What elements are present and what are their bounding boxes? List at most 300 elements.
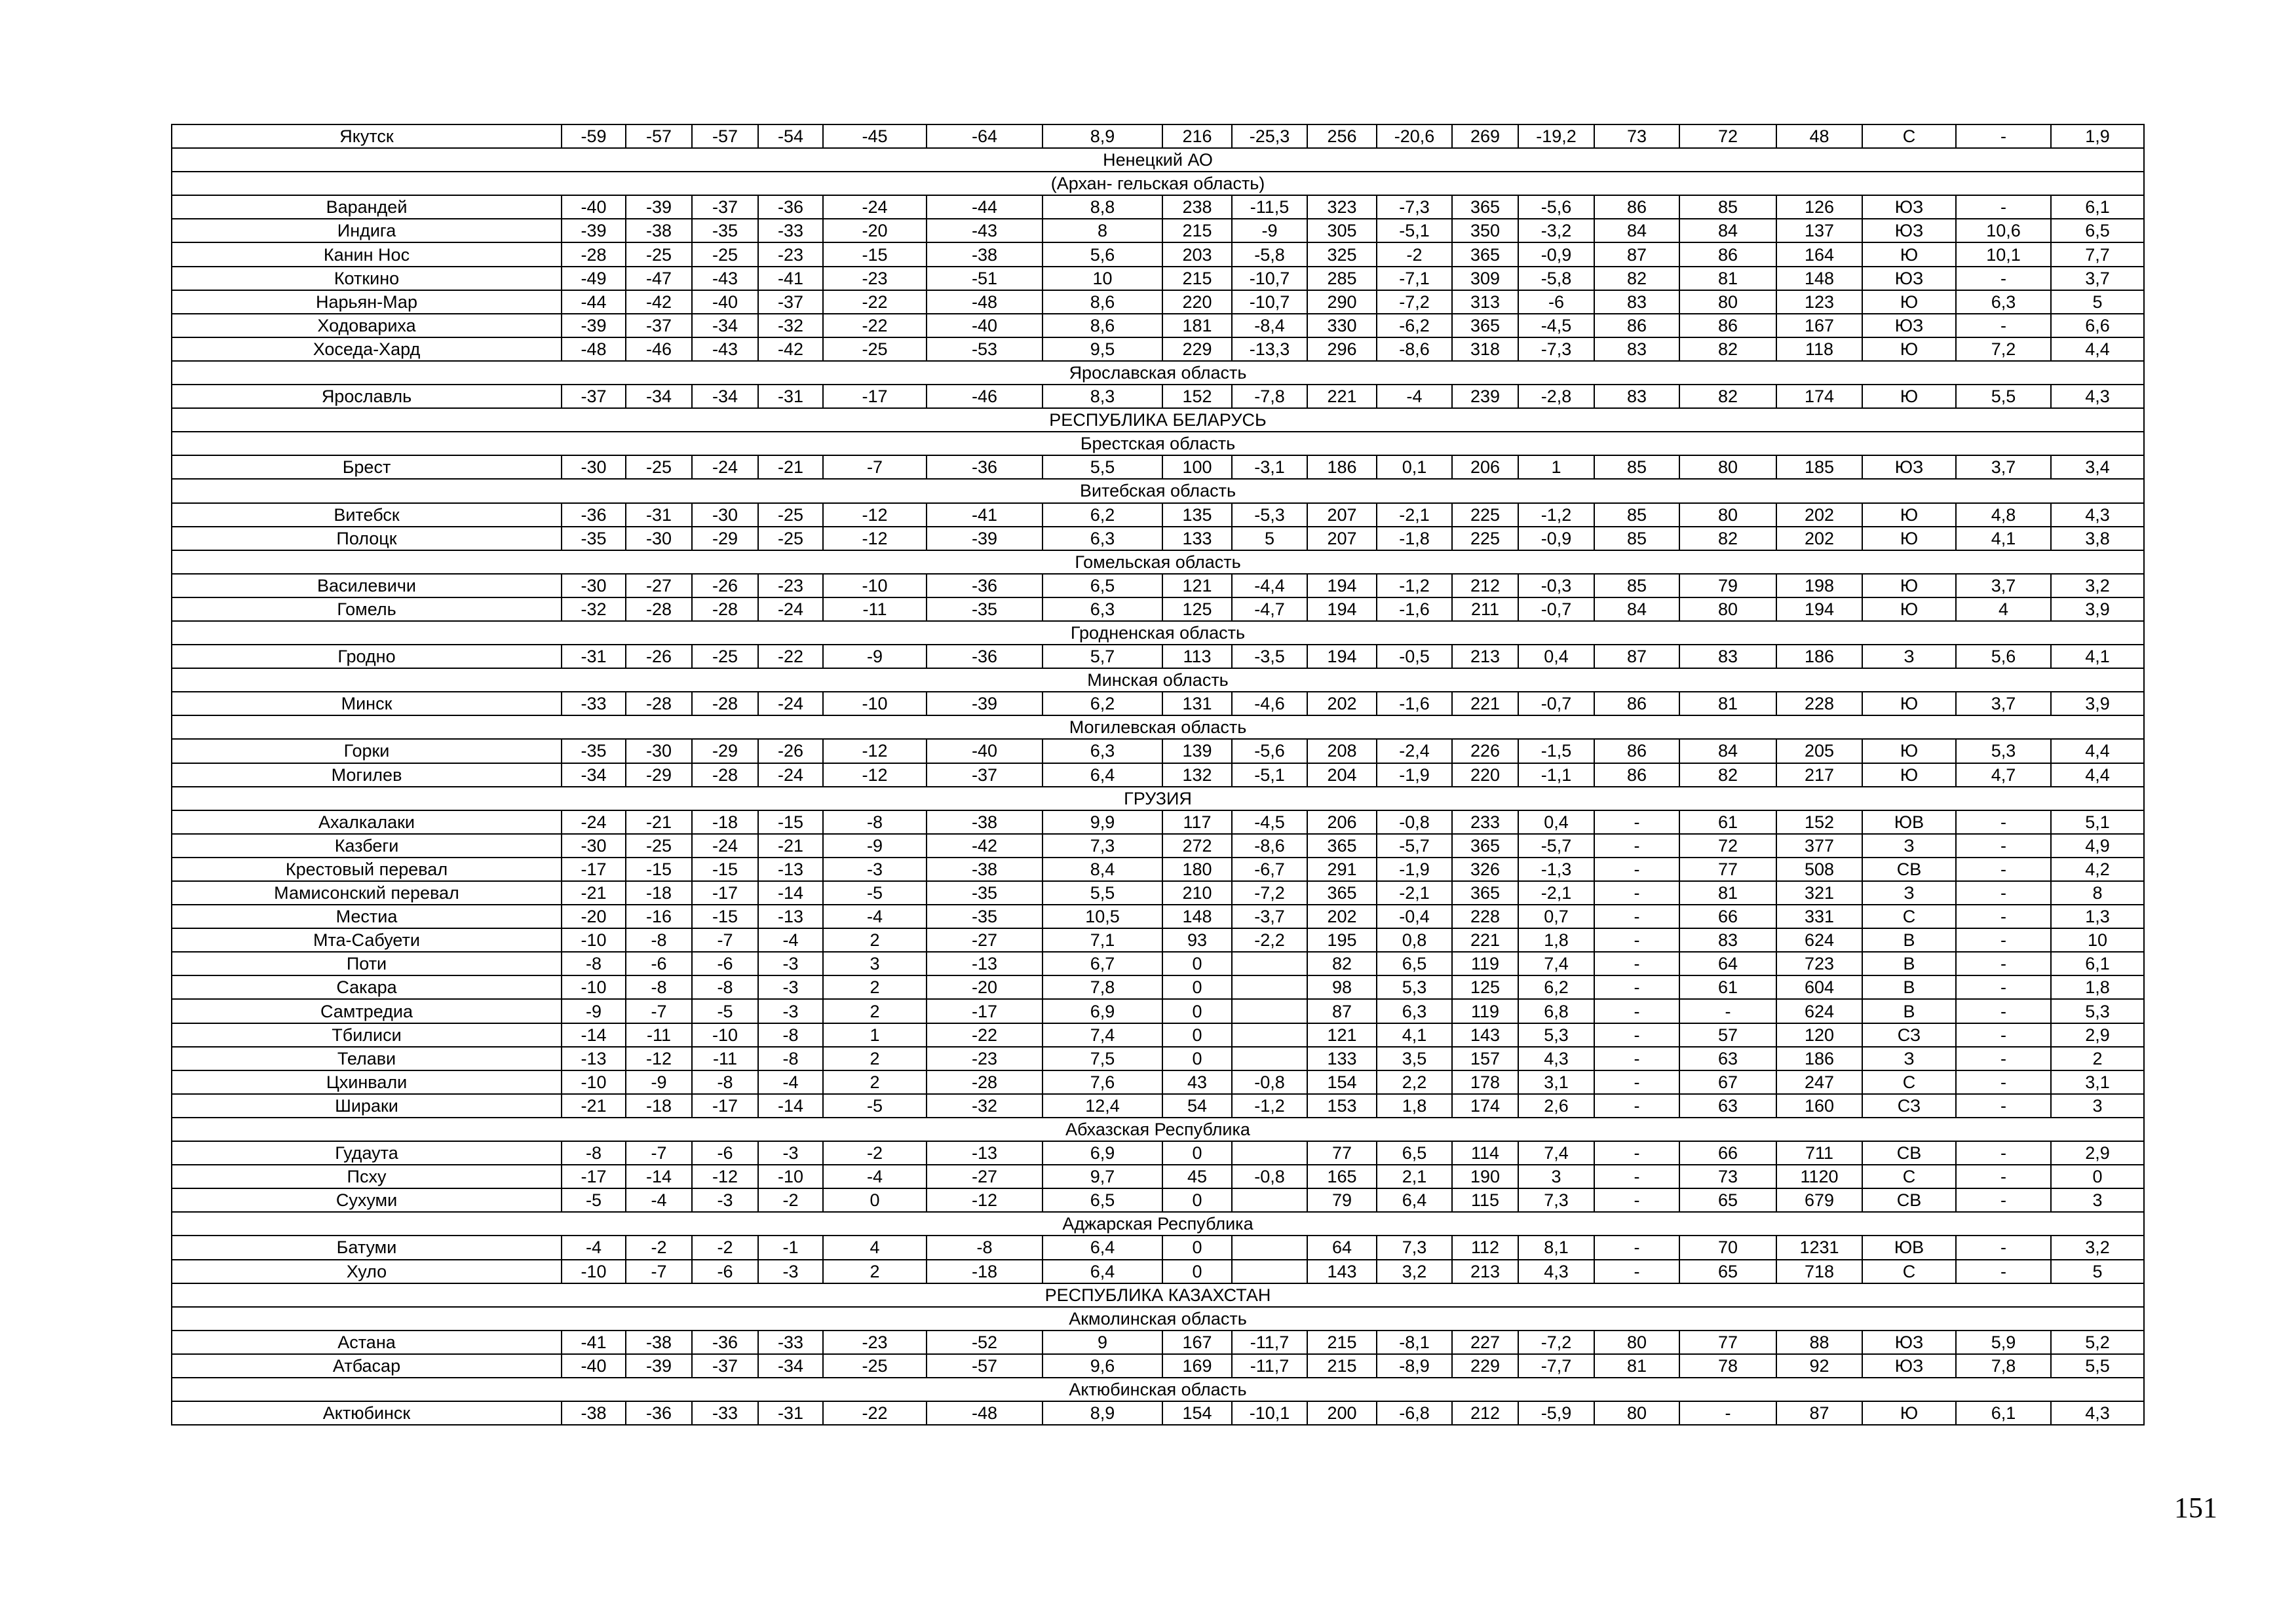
value-cell: -42	[626, 290, 692, 314]
value-cell	[1232, 1141, 1307, 1165]
value-cell: 119	[1452, 952, 1518, 975]
value-cell: -35	[927, 881, 1043, 905]
value-cell: 5,3	[2051, 999, 2144, 1023]
value-cell: 5,7	[1043, 645, 1162, 668]
station-name-cell: Брест	[172, 455, 562, 479]
value-cell: 125	[1162, 597, 1232, 621]
value-cell: -	[1956, 1047, 2051, 1070]
value-cell: -25	[626, 242, 692, 266]
value-cell: -9	[1232, 219, 1307, 242]
value-cell: -	[1679, 999, 1776, 1023]
table-row	[172, 1354, 2144, 1378]
section-header-row	[172, 1307, 2144, 1331]
value-cell: -16	[626, 905, 692, 928]
value-cell: -7,2	[1377, 290, 1452, 314]
value-cell: -38	[927, 810, 1043, 834]
value-cell: -31	[562, 645, 626, 668]
value-cell: 0	[1162, 1236, 1232, 1259]
value-cell: 7,8	[1043, 975, 1162, 999]
value-cell: -39	[626, 195, 692, 219]
value-cell: 5,1	[2051, 810, 2144, 834]
value-cell: 1231	[1776, 1236, 1862, 1259]
value-cell: 202	[1307, 905, 1377, 928]
value-cell: 211	[1452, 597, 1518, 621]
table-row	[172, 999, 2144, 1023]
value-cell: З	[1862, 834, 1956, 858]
value-cell: 4	[1956, 597, 2051, 621]
value-cell: 180	[1162, 858, 1232, 881]
section-header-row	[172, 361, 2144, 385]
value-cell: -7	[823, 455, 927, 479]
value-cell: -49	[562, 267, 626, 290]
section-header-row	[172, 1283, 2144, 1307]
value-cell: 10	[1043, 267, 1162, 290]
value-cell: 157	[1452, 1047, 1518, 1070]
value-cell: 92	[1776, 1354, 1862, 1378]
value-cell: 624	[1776, 999, 1862, 1023]
value-cell: -3,7	[1232, 905, 1307, 928]
value-cell: -28	[692, 692, 758, 715]
value-cell: -	[1594, 1260, 1679, 1283]
value-cell: -36	[758, 195, 823, 219]
value-cell: -41	[927, 503, 1043, 527]
value-cell: 291	[1307, 858, 1377, 881]
value-cell: -	[1594, 928, 1679, 952]
value-cell: 10,6	[1956, 219, 2051, 242]
value-cell: 80	[1679, 290, 1776, 314]
value-cell: -	[1594, 1070, 1679, 1094]
value-cell: 6,7	[1043, 952, 1162, 975]
value-cell: -	[1956, 881, 2051, 905]
value-cell: 131	[1162, 692, 1232, 715]
value-cell: -	[1956, 1094, 2051, 1118]
value-cell: -20	[562, 905, 626, 928]
value-cell: 174	[1776, 385, 1862, 408]
value-cell: 169	[1162, 1354, 1232, 1378]
value-cell: -33	[758, 219, 823, 242]
value-cell: 6,2	[1043, 692, 1162, 715]
value-cell: -5	[823, 881, 927, 905]
value-cell: -	[1594, 810, 1679, 834]
value-cell: 3,9	[2051, 692, 2144, 715]
value-cell: 132	[1162, 763, 1232, 787]
table-row	[172, 455, 2144, 479]
section-header: ГРУЗИЯ	[172, 787, 2144, 810]
value-cell: -21	[626, 810, 692, 834]
value-cell: -	[1956, 1260, 2051, 1283]
value-cell: -1,6	[1377, 692, 1452, 715]
value-cell: Ю	[1862, 290, 1956, 314]
value-cell: 181	[1162, 314, 1232, 337]
value-cell: -42	[927, 834, 1043, 858]
value-cell: 82	[1679, 763, 1776, 787]
station-name-cell: Варандей	[172, 195, 562, 219]
section-header-row	[172, 408, 2144, 432]
value-cell: 212	[1452, 1401, 1518, 1425]
value-cell: 6,2	[1043, 503, 1162, 527]
value-cell: -7,8	[1232, 385, 1307, 408]
value-cell: 6,4	[1043, 763, 1162, 787]
value-cell: -33	[692, 1401, 758, 1425]
value-cell: В	[1862, 999, 1956, 1023]
value-cell: 5,5	[1043, 881, 1162, 905]
value-cell: СВ	[1862, 1188, 1956, 1212]
value-cell: 121	[1307, 1023, 1377, 1047]
value-cell: 7,6	[1043, 1070, 1162, 1094]
value-cell: 7,3	[1377, 1236, 1452, 1259]
station-name-cell: Полоцк	[172, 527, 562, 550]
value-cell: -34	[562, 763, 626, 787]
station-name-cell: Казбеги	[172, 834, 562, 858]
value-cell: 212	[1452, 574, 1518, 597]
value-cell: 205	[1776, 739, 1862, 763]
value-cell: 305	[1307, 219, 1377, 242]
station-name-cell: Цхинвали	[172, 1070, 562, 1094]
value-cell: -4	[626, 1188, 692, 1212]
value-cell: 137	[1776, 219, 1862, 242]
value-cell: 73	[1679, 1165, 1776, 1188]
value-cell: 81	[1679, 692, 1776, 715]
value-cell: -8,6	[1232, 834, 1307, 858]
value-cell: 4,7	[1956, 763, 2051, 787]
value-cell: 6,1	[1956, 1401, 2051, 1425]
value-cell: -29	[692, 739, 758, 763]
value-cell	[1232, 975, 1307, 999]
table-row	[172, 1141, 2144, 1165]
value-cell: 0,4	[1518, 645, 1594, 668]
value-cell: -0,8	[1377, 810, 1452, 834]
value-cell: 57	[1679, 1023, 1776, 1047]
value-cell: -39	[626, 1354, 692, 1378]
value-cell: 0,7	[1518, 905, 1594, 928]
value-cell: 604	[1776, 975, 1862, 999]
value-cell: -45	[823, 124, 927, 148]
value-cell: -47	[626, 267, 692, 290]
value-cell: 4,3	[2051, 385, 2144, 408]
value-cell: 6,5	[1043, 574, 1162, 597]
value-cell: 7,7	[2051, 242, 2144, 266]
table-row	[172, 1260, 2144, 1283]
value-cell: -6	[1518, 290, 1594, 314]
value-cell: 64	[1307, 1236, 1377, 1259]
value-cell: 194	[1776, 597, 1862, 621]
value-cell: -	[1956, 810, 2051, 834]
value-cell: 143	[1307, 1260, 1377, 1283]
value-cell: 4,1	[2051, 645, 2144, 668]
value-cell	[1232, 1236, 1307, 1259]
value-cell: -2	[692, 1236, 758, 1259]
table-row	[172, 1165, 2144, 1188]
value-cell: -24	[692, 455, 758, 479]
station-name-cell: Ярославль	[172, 385, 562, 408]
value-cell: 73	[1594, 124, 1679, 148]
value-cell: 86	[1594, 692, 1679, 715]
value-cell: 3	[823, 952, 927, 975]
station-name-cell: Коткино	[172, 267, 562, 290]
value-cell: 330	[1307, 314, 1377, 337]
value-cell: -20,6	[1377, 124, 1452, 148]
value-cell: 1,8	[2051, 975, 2144, 999]
value-cell: -57	[626, 124, 692, 148]
value-cell: 87	[1594, 645, 1679, 668]
value-cell: 4,3	[1518, 1047, 1594, 1070]
value-cell: 0	[1162, 975, 1232, 999]
value-cell: -40	[927, 739, 1043, 763]
value-cell: 6,1	[2051, 952, 2144, 975]
station-name-cell: Ходовариха	[172, 314, 562, 337]
section-header: Абхазская Республика	[172, 1118, 2144, 1141]
value-cell: -8	[823, 810, 927, 834]
section-header-row	[172, 621, 2144, 645]
value-cell: 10,5	[1043, 905, 1162, 928]
value-cell: -10	[562, 1260, 626, 1283]
value-cell: -20	[927, 975, 1043, 999]
value-cell: -3	[758, 952, 823, 975]
value-cell: -21	[758, 455, 823, 479]
table-row	[172, 574, 2144, 597]
value-cell: 8,9	[1043, 1401, 1162, 1425]
value-cell: 186	[1776, 1047, 1862, 1070]
value-cell: 6,5	[1043, 1188, 1162, 1212]
value-cell: -35	[927, 597, 1043, 621]
value-cell: -6,7	[1232, 858, 1307, 881]
value-cell: -36	[562, 503, 626, 527]
value-cell: -34	[692, 385, 758, 408]
section-header: (Архан- гельская область)	[172, 172, 2144, 195]
value-cell: 8	[1043, 219, 1162, 242]
value-cell: 153	[1307, 1094, 1377, 1118]
value-cell: -37	[927, 763, 1043, 787]
value-cell: -29	[692, 527, 758, 550]
value-cell: 133	[1162, 527, 1232, 550]
section-header: Могилевская область	[172, 715, 2144, 739]
value-cell: 0,8	[1377, 928, 1452, 952]
table-row	[172, 1236, 2144, 1259]
value-cell: 10,1	[1956, 242, 2051, 266]
value-cell: -38	[562, 1401, 626, 1425]
value-cell: -25	[692, 645, 758, 668]
value-cell: 6,4	[1043, 1236, 1162, 1259]
value-cell: -8,6	[1377, 337, 1452, 361]
table-row	[172, 195, 2144, 219]
value-cell: 3,5	[1377, 1047, 1452, 1070]
value-cell: 8,6	[1043, 314, 1162, 337]
value-cell: 4,4	[2051, 739, 2144, 763]
value-cell: -8	[692, 1070, 758, 1094]
value-cell: Ю	[1862, 692, 1956, 715]
value-cell: -3,2	[1518, 219, 1594, 242]
value-cell: -12	[823, 527, 927, 550]
table-row	[172, 692, 2144, 715]
value-cell: 7,5	[1043, 1047, 1162, 1070]
value-cell: 0	[1162, 1023, 1232, 1047]
value-cell: 217	[1776, 763, 1862, 787]
value-cell: -	[1956, 834, 2051, 858]
value-cell: 221	[1307, 385, 1377, 408]
value-cell: -13	[562, 1047, 626, 1070]
value-cell: 202	[1307, 692, 1377, 715]
value-cell: -40	[562, 1354, 626, 1378]
table-row	[172, 1401, 2144, 1425]
value-cell: -38	[927, 858, 1043, 881]
value-cell: -2,1	[1518, 881, 1594, 905]
value-cell: -48	[927, 290, 1043, 314]
value-cell: 8,6	[1043, 290, 1162, 314]
value-cell: 0	[1162, 1047, 1232, 1070]
value-cell: -23	[823, 1331, 927, 1354]
value-cell: 8,4	[1043, 858, 1162, 881]
value-cell: 143	[1452, 1023, 1518, 1047]
value-cell: 61	[1679, 810, 1776, 834]
section-header-row	[172, 479, 2144, 502]
value-cell: С	[1862, 1070, 1956, 1094]
value-cell: 126	[1776, 195, 1862, 219]
table-row	[172, 928, 2144, 952]
value-cell: -25,3	[1232, 124, 1307, 148]
value-cell: -	[1956, 124, 2051, 148]
value-cell: 6,3	[1377, 999, 1452, 1023]
value-cell: 3	[1518, 1165, 1594, 1188]
station-name-cell: Самтредиа	[172, 999, 562, 1023]
value-cell: -4	[1377, 385, 1452, 408]
table-row	[172, 763, 2144, 787]
value-cell: 679	[1776, 1188, 1862, 1212]
station-name-cell: Телави	[172, 1047, 562, 1070]
value-cell: -3	[758, 1260, 823, 1283]
value-cell: -10	[562, 928, 626, 952]
value-cell: -4,5	[1232, 810, 1307, 834]
value-cell: 5,6	[1043, 242, 1162, 266]
section-header-row	[172, 432, 2144, 455]
value-cell: 83	[1679, 928, 1776, 952]
value-cell: -4	[823, 1165, 927, 1188]
value-cell: 186	[1307, 455, 1377, 479]
table-row	[172, 597, 2144, 621]
value-cell: 6,1	[2051, 195, 2144, 219]
value-cell: -34	[692, 314, 758, 337]
value-cell: -23	[823, 267, 927, 290]
value-cell: 194	[1307, 574, 1377, 597]
value-cell: С	[1862, 905, 1956, 928]
value-cell: 85	[1594, 574, 1679, 597]
value-cell: -14	[562, 1023, 626, 1047]
value-cell: -	[1956, 195, 2051, 219]
value-cell: -0,9	[1518, 527, 1594, 550]
value-cell: 82	[1594, 267, 1679, 290]
value-cell: 6,6	[2051, 314, 2144, 337]
station-name-cell: Батуми	[172, 1236, 562, 1259]
value-cell: -1,3	[1518, 858, 1594, 881]
value-cell: 215	[1162, 267, 1232, 290]
value-cell: 9,7	[1043, 1165, 1162, 1188]
table-row	[172, 1188, 2144, 1212]
value-cell: -2	[1377, 242, 1452, 266]
value-cell: 88	[1776, 1331, 1862, 1354]
value-cell: 12,4	[1043, 1094, 1162, 1118]
value-cell: -33	[562, 692, 626, 715]
value-cell: 154	[1162, 1401, 1232, 1425]
table-row	[172, 645, 2144, 668]
value-cell: 118	[1776, 337, 1862, 361]
value-cell: -25	[692, 242, 758, 266]
table-row	[172, 975, 2144, 999]
value-cell: -13	[927, 1141, 1043, 1165]
value-cell: -10	[562, 1070, 626, 1094]
value-cell: 227	[1452, 1331, 1518, 1354]
value-cell: 70	[1679, 1236, 1776, 1259]
value-cell: -18	[927, 1260, 1043, 1283]
value-cell: -37	[758, 290, 823, 314]
value-cell: 67	[1679, 1070, 1776, 1094]
value-cell: -	[1956, 858, 2051, 881]
value-cell: -25	[758, 503, 823, 527]
value-cell: -22	[823, 1401, 927, 1425]
value-cell: -23	[758, 574, 823, 597]
value-cell: Ю	[1862, 242, 1956, 266]
station-name-cell: Мта-Сабуети	[172, 928, 562, 952]
station-name-cell: Витебск	[172, 503, 562, 527]
value-cell: -38	[626, 1331, 692, 1354]
value-cell: -11,5	[1232, 195, 1307, 219]
value-cell: -6	[692, 952, 758, 975]
value-cell: 365	[1452, 834, 1518, 858]
value-cell: 45	[1162, 1165, 1232, 1188]
section-header: Минская область	[172, 668, 2144, 692]
value-cell: 5	[2051, 1260, 2144, 1283]
value-cell: -	[1956, 1070, 2051, 1094]
table-row	[172, 337, 2144, 361]
value-cell: -2,8	[1518, 385, 1594, 408]
value-cell: 1,8	[1377, 1094, 1452, 1118]
value-cell: 72	[1679, 834, 1776, 858]
value-cell: -11	[823, 597, 927, 621]
table-row	[172, 242, 2144, 266]
value-cell: СВ	[1862, 1141, 1956, 1165]
value-cell: 85	[1679, 195, 1776, 219]
value-cell: 200	[1307, 1401, 1377, 1425]
value-cell: 4,1	[1377, 1023, 1452, 1047]
value-cell: -10	[692, 1023, 758, 1047]
station-name-cell: Гудаута	[172, 1141, 562, 1165]
value-cell: -5	[562, 1188, 626, 1212]
value-cell: 202	[1776, 503, 1862, 527]
value-cell: -21	[562, 1094, 626, 1118]
value-cell: -35	[562, 739, 626, 763]
value-cell: 7,2	[1956, 337, 2051, 361]
value-cell: 3,1	[2051, 1070, 2144, 1094]
value-cell: 86	[1594, 195, 1679, 219]
value-cell: -9	[823, 645, 927, 668]
value-cell: -36	[626, 1401, 692, 1425]
value-cell: 309	[1452, 267, 1518, 290]
station-name-cell: Псху	[172, 1165, 562, 1188]
value-cell: 81	[1594, 1354, 1679, 1378]
value-cell: 723	[1776, 952, 1862, 975]
value-cell: -48	[927, 1401, 1043, 1425]
value-cell: -17	[562, 858, 626, 881]
value-cell: 121	[1162, 574, 1232, 597]
station-name-cell: Якутск	[172, 124, 562, 148]
value-cell: -44	[562, 290, 626, 314]
value-cell: 325	[1307, 242, 1377, 266]
table-row	[172, 1023, 2144, 1047]
value-cell: 86	[1679, 314, 1776, 337]
value-cell: 83	[1679, 645, 1776, 668]
value-cell: 4,9	[2051, 834, 2144, 858]
value-cell: -39	[562, 219, 626, 242]
value-cell: -7	[626, 999, 692, 1023]
value-cell: 4,4	[2051, 763, 2144, 787]
